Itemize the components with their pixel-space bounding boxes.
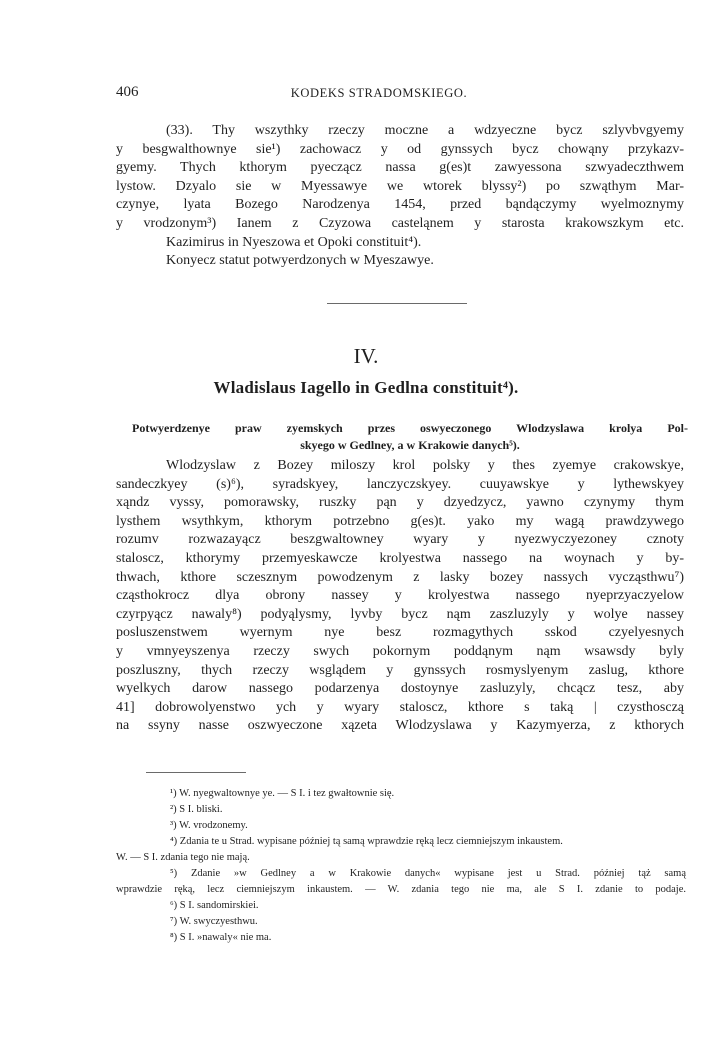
text-line: y vrodzonym³) Ianem z Czyzowa casteląnem y starosta krakowszkym etc.	[116, 215, 684, 231]
subtitle-line: skyego w Gedlney, a w Krakowie danych⁵).	[300, 438, 520, 452]
footnote: ¹) W. nyegwaltownye ye. — S I. i tez gwałtownie się.	[170, 788, 395, 799]
text-line: czynye, lyata Bozego Narodzenya 1454, przed bąndączymy wyelmoznymy	[116, 197, 684, 213]
subtitle-line: Potwyerdzenye praw zyemskych przes oswyeczonego Wlodzyslawa krolya Pol-	[132, 421, 688, 435]
section-divider	[327, 303, 467, 304]
footnote: ⁷) W. swyczyesthwu.	[170, 916, 258, 927]
footnote: ⁵) Zdanie »w Gedlney a w Krakowie danych« wypisane jest u Strad. później tąż samą	[170, 868, 686, 879]
footnotes	[116, 786, 686, 946]
text-line: posluszenstwem wyernym nye besz rozmagythych sskod czyelyesnych	[116, 625, 684, 641]
footnote-divider	[146, 772, 246, 773]
text-line: Konyecz statut potwyerdzonych w Myeszawye.	[166, 253, 434, 269]
text-line: gyemy. Thych kthorym pyeczącz nassa g(es)t zawyessona szwyadeczthwem	[116, 160, 684, 176]
text-line: y besgwalthownye sie¹) zachowacz y od gynssych bycz chowąny przykazv-	[116, 141, 684, 157]
chapter-subtitle	[132, 420, 688, 454]
text-line: Wlodzyslaw z Bozey miloszy krol polsky y thes zyemye crakowskye,	[166, 458, 684, 473]
text-line: y vmnyeyszenya rzeczy swych pokornym poddąnym nąm wsawsdy byly	[116, 643, 684, 659]
body-text	[116, 457, 684, 736]
running-title: KODEKS STRADOMSKIEGO.	[290, 86, 468, 100]
text-line: staloscz, kthorymy przemyeskawcze krolyestwa nassego na woynach y by-	[116, 550, 684, 566]
text-line: sandeczkyey (s)⁶), syradskyey, lanczyczskyey. cuuyawskye y lythewskyey	[116, 476, 684, 492]
footnote: ²) S I. bliski.	[170, 804, 223, 815]
footnote: ⁶) S I. sandomirskiei.	[170, 900, 259, 911]
text-line: Kazimirus in Nyeszowa et Opoki constituit⁴).	[166, 234, 422, 250]
chapter-title: Wladislaus Iagello in Gedlna constituit⁴).	[213, 378, 519, 397]
text-line: 41] dobrowolyenstwo ych y wyary staloscz, kthore s taką | czysthosczą	[116, 699, 684, 715]
text-line: rozumv rozwazayącz beszgwaltowney wyary y nyezwyczyezoney cznoty	[116, 532, 684, 548]
text-line: poszluszny, thych rzeczy wsglądem y gynssych rosmyslyenym zaslug, kthore	[116, 662, 684, 678]
footnote: wprawdzie ręką, lecz ciemniejszym inkaustem. — W. zdania tego nie ma, ale S I. zdanie to podaje.	[116, 884, 686, 895]
text-line: (33). Thy wszythky rzeczy moczne a wdzyeczne bycz szlyvbvgyemy	[166, 123, 684, 138]
footnote: ⁸) S I. »nawaly« nie ma.	[170, 932, 272, 943]
footnote: W. — S I. zdania tego nie mają.	[116, 852, 250, 863]
text-line: wyelkych darow nassego podarzenya dostoynye zasluzyly, chcącz tesz, aby	[116, 681, 684, 697]
footnote: ⁴) Zdania te u Strad. wypisane później tą samą wprawdzie ręką lecz ciemniejszym inkaustem.	[170, 836, 563, 847]
text-line: lystow. Dzyalo sie w Myessawye we wtorek blyssy²) po szwąthym Mar-	[116, 178, 684, 194]
text-line: cząsthokrocz dlya obrony nassey y krolyestwa nassego nyeprzyaczyelow	[116, 588, 684, 604]
text-line: xąndz vyssy, pomorawsky, ruszky pąn y dzyedzycz, yawno czynymy thym	[116, 495, 684, 511]
text-line: czyrpyącz nawaly⁸) podyąlysmy, lyvby bycz nąm zaszluzyly y wolye nassey	[116, 606, 684, 622]
footnote: ³) W. vrodzonemy.	[170, 820, 248, 831]
text-line: thwach, kthore sczesznym powodzenym z lasky bozey nassych vycząsthwu⁷)	[116, 569, 684, 585]
page-number: 406	[116, 84, 139, 100]
text-line: lysthem wsythkym, kthorym potrzebno g(es)t. yako my wagą prawdzywego	[116, 513, 684, 529]
text-line: na ssyny nasse oszwyeczone xązeta Wlodzyslawa y Kazymyerza, z kthorych	[116, 718, 684, 734]
section-33-text	[116, 122, 684, 271]
chapter-number: IV.	[353, 344, 379, 368]
